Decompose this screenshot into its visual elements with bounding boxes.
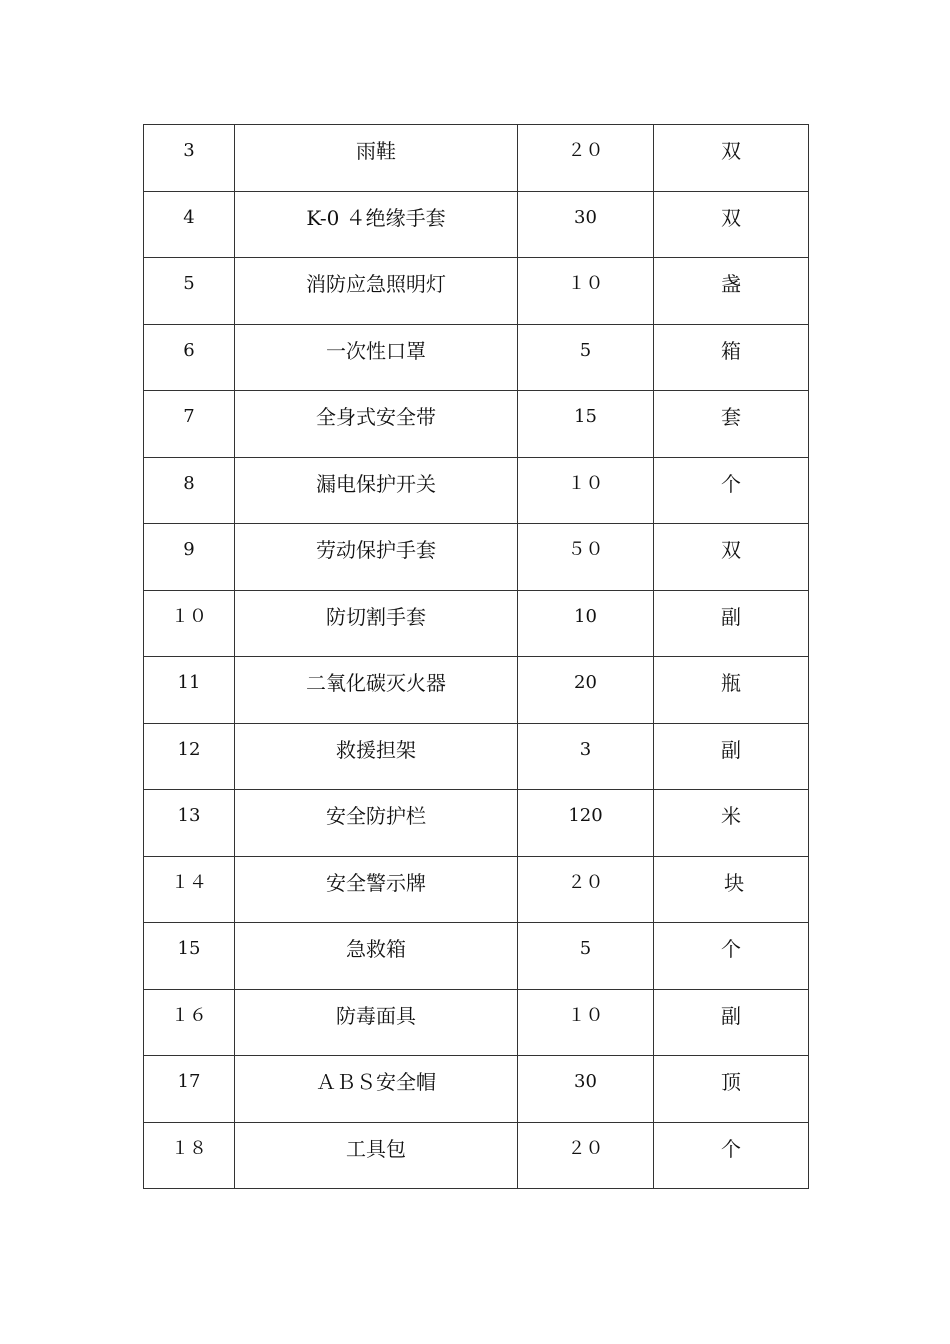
quantity-cell: 5 [518, 324, 654, 391]
item-name-cell: 漏电保护开关 [235, 457, 518, 524]
item-name-cell: 安全防护栏 [235, 790, 518, 857]
table-row [144, 657, 809, 724]
table-row [144, 258, 809, 325]
unit-cell: 个 [654, 457, 809, 524]
row-number-cell: 3 [144, 125, 235, 192]
item-name-cell: 救援担架 [235, 723, 518, 790]
row-number-cell: 13 [144, 790, 235, 857]
quantity-cell: 10 [518, 590, 654, 657]
unit-cell: 箱 [654, 324, 809, 391]
quantity-cell: 3 [518, 723, 654, 790]
row-number-cell: １８ [144, 1122, 235, 1189]
unit-cell: 个 [654, 923, 809, 990]
safety-equipment-table [143, 124, 809, 1189]
table-row [144, 590, 809, 657]
row-number-cell: １０ [144, 590, 235, 657]
quantity-cell: ５０ [518, 524, 654, 591]
row-number-cell: 5 [144, 258, 235, 325]
item-name-cell: K-0 ４绝缘手套 [235, 191, 518, 258]
unit-cell: 瓶 [654, 657, 809, 724]
quantity-cell: ２０ [518, 125, 654, 192]
item-name-cell: 全身式安全带 [235, 391, 518, 458]
unit-cell: 双 [654, 191, 809, 258]
quantity-cell: 30 [518, 1056, 654, 1123]
row-number-cell: 17 [144, 1056, 235, 1123]
unit-cell: 双 [654, 524, 809, 591]
item-name-cell: 二氧化碳灭火器 [235, 657, 518, 724]
unit-cell: 块 [654, 856, 809, 923]
table-row [144, 391, 809, 458]
unit-cell: 套 [654, 391, 809, 458]
item-name-cell: 急救箱 [235, 923, 518, 990]
table-row [144, 790, 809, 857]
item-name-cell: 工具包 [235, 1122, 518, 1189]
table-row [144, 457, 809, 524]
table-row [144, 989, 809, 1056]
unit-cell: 副 [654, 723, 809, 790]
row-number-cell: １６ [144, 989, 235, 1056]
unit-cell: 米 [654, 790, 809, 857]
row-number-cell: 7 [144, 391, 235, 458]
quantity-cell: 5 [518, 923, 654, 990]
table-row [144, 1056, 809, 1123]
unit-cell: 盏 [654, 258, 809, 325]
table-row [144, 856, 809, 923]
unit-cell: 个 [654, 1122, 809, 1189]
row-number-cell: 15 [144, 923, 235, 990]
item-name-cell: 防切割手套 [235, 590, 518, 657]
quantity-cell: 15 [518, 391, 654, 458]
quantity-cell: １０ [518, 989, 654, 1056]
quantity-cell: １０ [518, 457, 654, 524]
item-name-cell: 劳动保护手套 [235, 524, 518, 591]
quantity-cell: 20 [518, 657, 654, 724]
item-name-cell: 防毒面具 [235, 989, 518, 1056]
item-name-cell: ＡＢＳ安全帽 [235, 1056, 518, 1123]
row-number-cell: 9 [144, 524, 235, 591]
table-row [144, 524, 809, 591]
table-row [144, 723, 809, 790]
row-number-cell: 6 [144, 324, 235, 391]
item-name-cell: 一次性口罩 [235, 324, 518, 391]
quantity-cell: ２０ [518, 1122, 654, 1189]
quantity-cell: ２０ [518, 856, 654, 923]
unit-cell: 顶 [654, 1056, 809, 1123]
item-name-cell: 雨鞋 [235, 125, 518, 192]
quantity-cell: 120 [518, 790, 654, 857]
table-row [144, 1122, 809, 1189]
quantity-cell: １０ [518, 258, 654, 325]
table-row [144, 125, 809, 192]
table-row [144, 191, 809, 258]
unit-cell: 双 [654, 125, 809, 192]
unit-cell: 副 [654, 590, 809, 657]
row-number-cell: 4 [144, 191, 235, 258]
row-number-cell: １４ [144, 856, 235, 923]
table-row [144, 324, 809, 391]
row-number-cell: 12 [144, 723, 235, 790]
quantity-cell: 30 [518, 191, 654, 258]
unit-cell: 副 [654, 989, 809, 1056]
item-name-cell: 安全警示牌 [235, 856, 518, 923]
item-name-cell: 消防应急照明灯 [235, 258, 518, 325]
table-row [144, 923, 809, 990]
row-number-cell: 8 [144, 457, 235, 524]
row-number-cell: 11 [144, 657, 235, 724]
